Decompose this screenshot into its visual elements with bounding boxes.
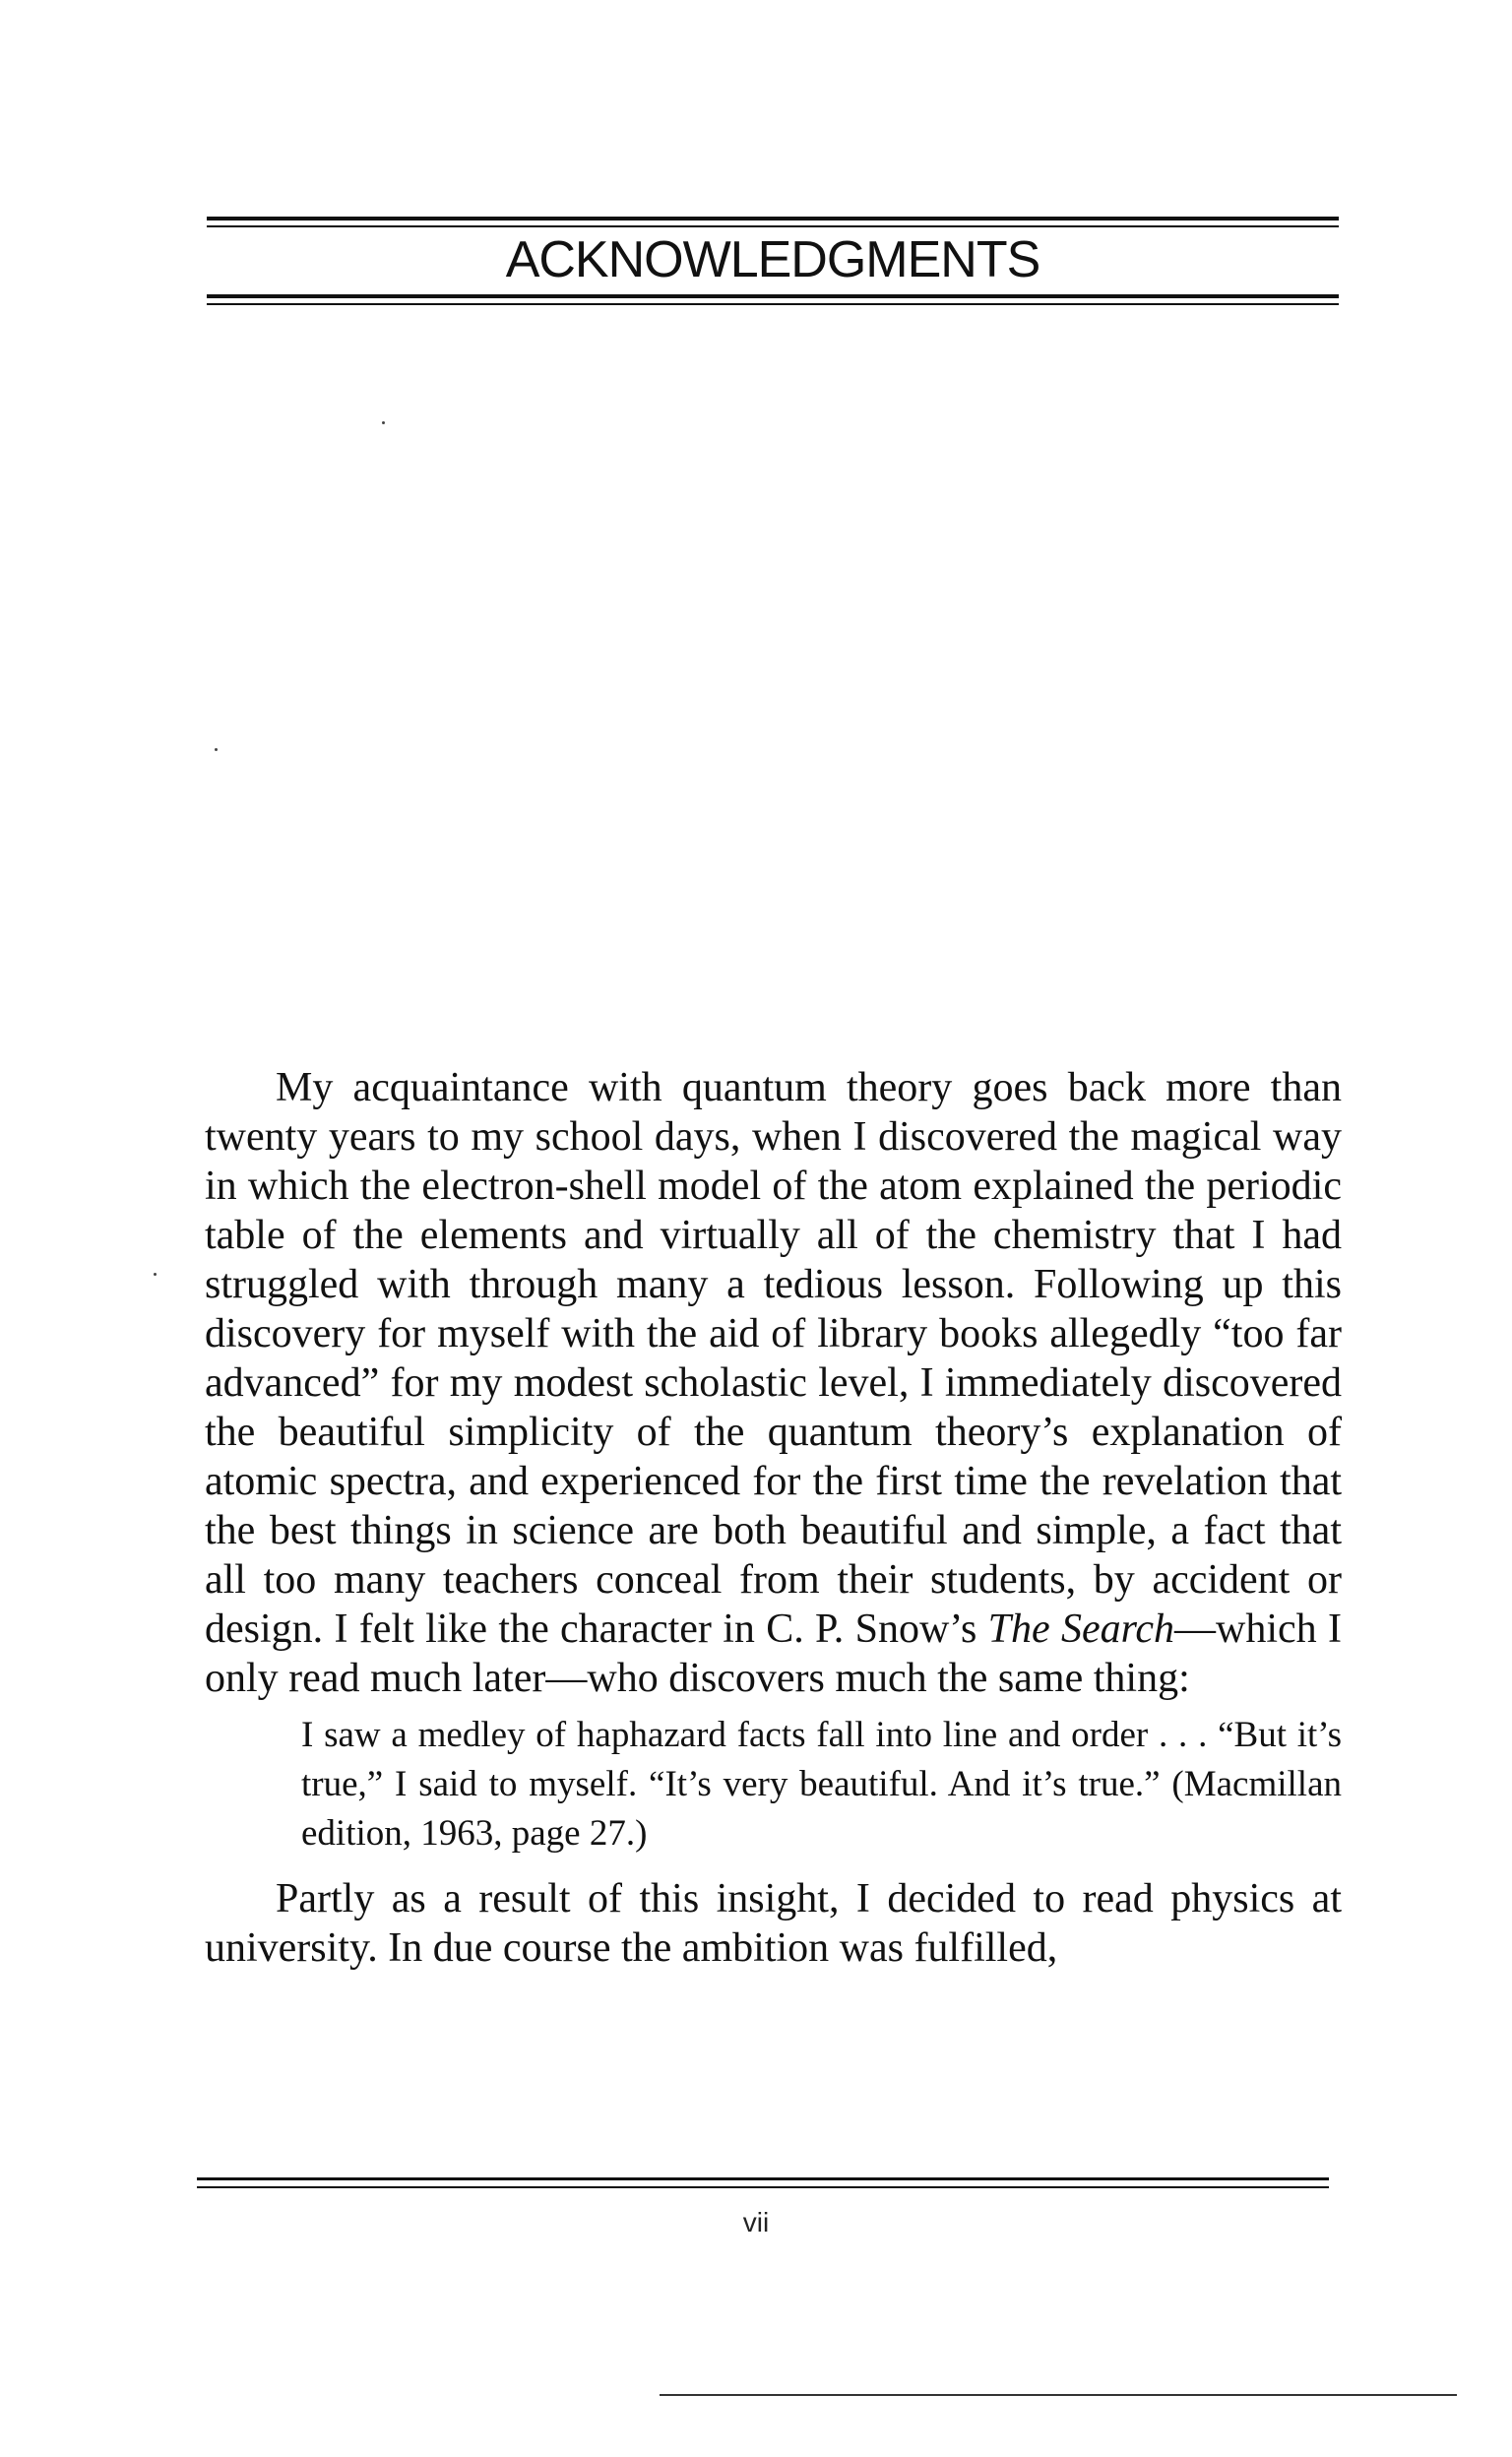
header-top-rule [207, 217, 1339, 227]
header-bottom-rule [207, 294, 1339, 305]
page-number: vii [742, 2207, 770, 2237]
paper-speck [215, 748, 218, 751]
paragraph-1 [205, 1063, 1342, 1703]
bottom-edge-line [660, 2394, 1457, 2396]
footer-rule [197, 2177, 1329, 2188]
paper-speck [154, 1273, 157, 1276]
book-title: The Search [987, 1606, 1175, 1652]
paragraph-1-text-end: —which I only read much later—who discovers much the same thing: [205, 1606, 1342, 1701]
page-title: ACKNOWLEDGMENTS [505, 231, 1040, 288]
block-quote: I saw a medley of haphazard facts fall into line and order . . . “But it’s true,” I said to myself. “It’s very beautiful. And it’s true.” (Macmillan edition, 1963, page 27.) [301, 1715, 1342, 1854]
paragraph-2: Partly as a result of this insight, I decided to read physics at university. In due course the ambition was fulfilled, [205, 1876, 1342, 1971]
paragraph-1-text: My acquaintance with quantum theory goes back more than twenty years to my school days, when I discovered the magical way in which the electron-shell model of the atom explained the periodic table of the elements and virtually all of the chemistry that I had struggled with through many a tedious lesson. Following up this discovery for myself with the aid of library books allegedly “too far advanced” for my modest scholastic level, I immediately discovered the beautiful simplicity of the quantum theory’s explanation of atomic spectra, and experienced for the first time the revelation that the best things in science are both beautiful and simple, a fact that all too many teachers conceal from their students, by accident or design. I felt like the character in C. P. Snow’s [205, 1065, 1342, 1652]
chapter-header [207, 217, 1339, 305]
paper-speck [382, 421, 385, 424]
body-text [205, 1063, 1342, 1973]
